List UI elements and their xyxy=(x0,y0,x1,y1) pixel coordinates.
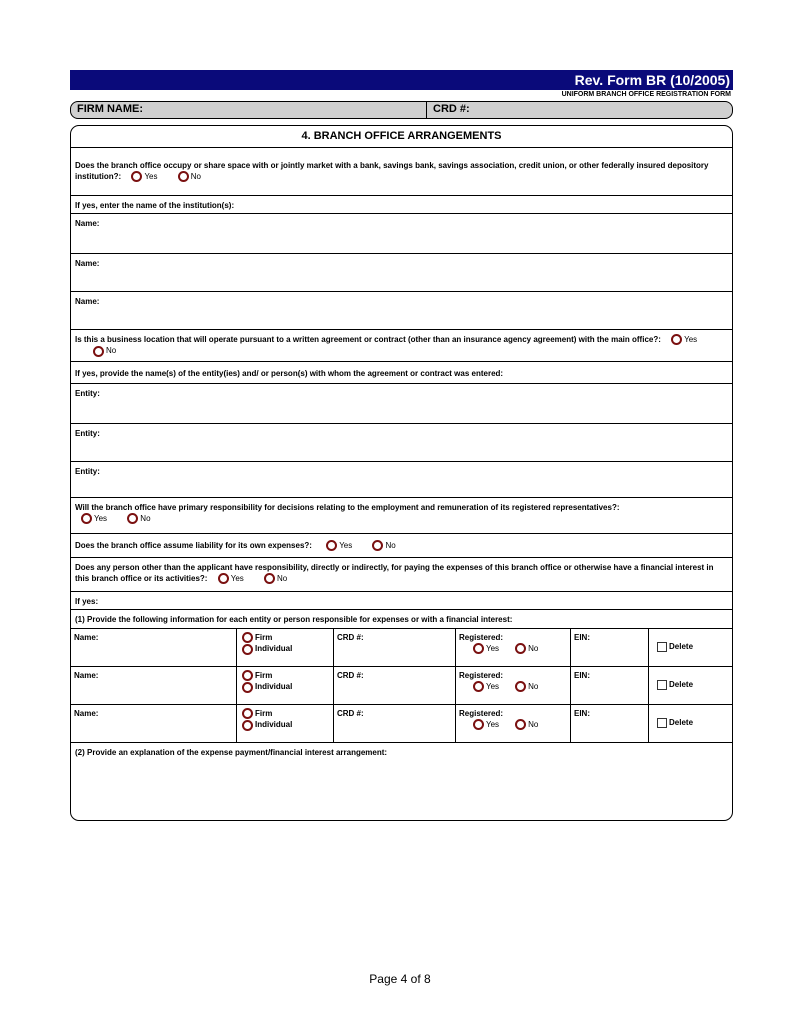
type-cell xyxy=(237,629,334,666)
firm-label: Firm xyxy=(255,671,273,680)
type-cell xyxy=(237,667,334,704)
radio-firm[interactable] xyxy=(242,632,253,643)
radio-yes[interactable] xyxy=(81,513,92,524)
delete-checkbox[interactable] xyxy=(649,705,732,742)
ein-field[interactable]: EIN: xyxy=(571,705,649,742)
yes-label: Yes xyxy=(339,541,353,550)
individual-label: Individual xyxy=(255,682,293,692)
name-field[interactable]: Name: xyxy=(71,629,237,666)
institution-name-field[interactable]: Name: xyxy=(71,214,732,254)
name-field[interactable]: Name: xyxy=(71,667,237,704)
radio-no[interactable] xyxy=(264,573,275,584)
checkbox-icon[interactable] xyxy=(657,680,667,690)
delete-label: Delete xyxy=(669,642,694,651)
radio-individual[interactable] xyxy=(242,644,253,655)
yes-label: Yes xyxy=(486,644,500,653)
delete-label: Delete xyxy=(669,718,694,727)
registered-label: Registered: xyxy=(459,671,504,680)
type-cell xyxy=(237,705,334,742)
radio-yes[interactable] xyxy=(326,540,337,551)
entity-field[interactable]: Entity: xyxy=(71,462,732,498)
radio-firm[interactable] xyxy=(242,708,253,719)
question-written-agreement xyxy=(71,330,732,362)
firm-name-field[interactable]: FIRM NAME: xyxy=(71,102,427,118)
institution-name-field[interactable]: Name: xyxy=(71,254,732,292)
question-primary-responsibility xyxy=(71,498,732,534)
yes-label: Yes xyxy=(486,682,500,691)
radio-no[interactable] xyxy=(515,719,526,730)
firm-label: Firm xyxy=(255,633,273,642)
delete-checkbox[interactable] xyxy=(649,667,732,704)
entity-ifyes: If yes, provide the name(s) of the entity(ies) and/ or person(s) with whom the agreement or contract was entered: xyxy=(71,362,732,384)
radio-no[interactable] xyxy=(178,171,189,182)
radio-no[interactable] xyxy=(515,643,526,654)
yes-label: Yes xyxy=(684,335,698,344)
entity-field[interactable]: Entity: xyxy=(71,384,732,424)
yes-label: Yes xyxy=(230,574,244,583)
individual-label: Individual xyxy=(255,644,293,654)
radio-individual[interactable] xyxy=(242,682,253,693)
delete-label: Delete xyxy=(669,680,694,689)
checkbox-icon[interactable] xyxy=(657,642,667,652)
registered-cell xyxy=(456,705,571,742)
yes-label: Yes xyxy=(94,514,108,523)
question-text: Will the branch office have primary responsibility for decisions relating to the employment and remuneration of its registered representatives?: xyxy=(75,503,620,512)
question-text: Does the branch office assume liability for its own expenses?: xyxy=(75,541,312,550)
institution-ifyes: If yes, enter the name of the institution(s): xyxy=(71,196,732,214)
radio-no[interactable] xyxy=(515,681,526,692)
page-number: Page 4 of 8 xyxy=(369,972,431,986)
table-row xyxy=(71,667,732,705)
no-label: No xyxy=(528,644,539,653)
yes-label: Yes xyxy=(486,720,500,729)
institution-name-field[interactable]: Name: xyxy=(71,292,732,330)
crd-field[interactable]: CRD #: xyxy=(334,667,456,704)
section-title: 4. BRANCH OFFICE ARRANGEMENTS xyxy=(71,126,732,148)
firm-info-bar xyxy=(70,101,733,119)
radio-yes[interactable] xyxy=(671,334,682,345)
no-label: No xyxy=(277,574,288,583)
radio-no[interactable] xyxy=(127,513,138,524)
form-subtitle: UNIFORM BRANCH OFFICE REGISTRATION FORM xyxy=(561,91,731,98)
entity-field[interactable]: Entity: xyxy=(71,424,732,462)
ein-field[interactable]: EIN: xyxy=(571,667,649,704)
question-own-expenses xyxy=(71,534,732,558)
no-label: No xyxy=(106,346,117,356)
financial-ifyes: If yes: xyxy=(71,592,732,610)
radio-no[interactable] xyxy=(372,540,383,551)
crd-field[interactable]: CRD #: xyxy=(433,103,470,115)
individual-label: Individual xyxy=(255,720,293,730)
registered-cell xyxy=(456,667,571,704)
no-label: No xyxy=(190,172,201,181)
radio-yes[interactable] xyxy=(473,681,484,692)
question-text: Does any person other than the applicant have responsibility, directly or indirectly, for paying the expenses of this branch office or otherwise have a financial interest in this branch office or its activities?: xyxy=(75,563,714,583)
no-label: No xyxy=(385,541,396,550)
question-financial-interest xyxy=(71,558,732,592)
registered-cell xyxy=(456,629,571,666)
radio-yes[interactable] xyxy=(131,171,142,182)
checkbox-icon[interactable] xyxy=(657,718,667,728)
explanation-field[interactable]: (2) Provide an explanation of the expense payment/financial interest arrangement: xyxy=(75,748,388,757)
form-title-bar: Rev. Form BR (10/2005) xyxy=(70,70,733,90)
radio-yes[interactable] xyxy=(218,573,229,584)
radio-individual[interactable] xyxy=(242,720,253,731)
crd-field[interactable]: CRD #: xyxy=(334,629,456,666)
no-label: No xyxy=(140,514,151,523)
no-label: No xyxy=(528,720,539,729)
radio-yes[interactable] xyxy=(473,643,484,654)
no-label: No xyxy=(528,682,539,691)
table-row xyxy=(71,705,732,743)
name-field[interactable]: Name: xyxy=(71,705,237,742)
registered-label: Registered: xyxy=(459,709,504,718)
question-text: Does the branch office occupy or share space with or jointly market with a bank, savings bank, savings association, credit union, or other federally insured depository institution?: xyxy=(75,161,709,181)
registered-label: Registered: xyxy=(459,633,504,642)
radio-no[interactable] xyxy=(93,346,104,357)
question-text: Is this a business location that will operate pursuant to a written agreement or contract (other than an insurance agency agreement) with the main office?: xyxy=(75,335,661,344)
crd-field[interactable]: CRD #: xyxy=(334,705,456,742)
radio-yes[interactable] xyxy=(473,719,484,730)
firm-label: Firm xyxy=(255,709,273,718)
yes-label: Yes xyxy=(144,172,158,181)
delete-checkbox[interactable] xyxy=(649,629,732,666)
provide-info-label: (1) Provide the following information for each entity or person responsible for expenses or with a financial interest: xyxy=(71,610,732,629)
radio-firm[interactable] xyxy=(242,670,253,681)
question-depository-institution xyxy=(71,148,732,196)
table-row xyxy=(71,629,732,667)
ein-field[interactable]: EIN: xyxy=(571,629,649,666)
branch-office-arrangements-section xyxy=(70,125,733,821)
